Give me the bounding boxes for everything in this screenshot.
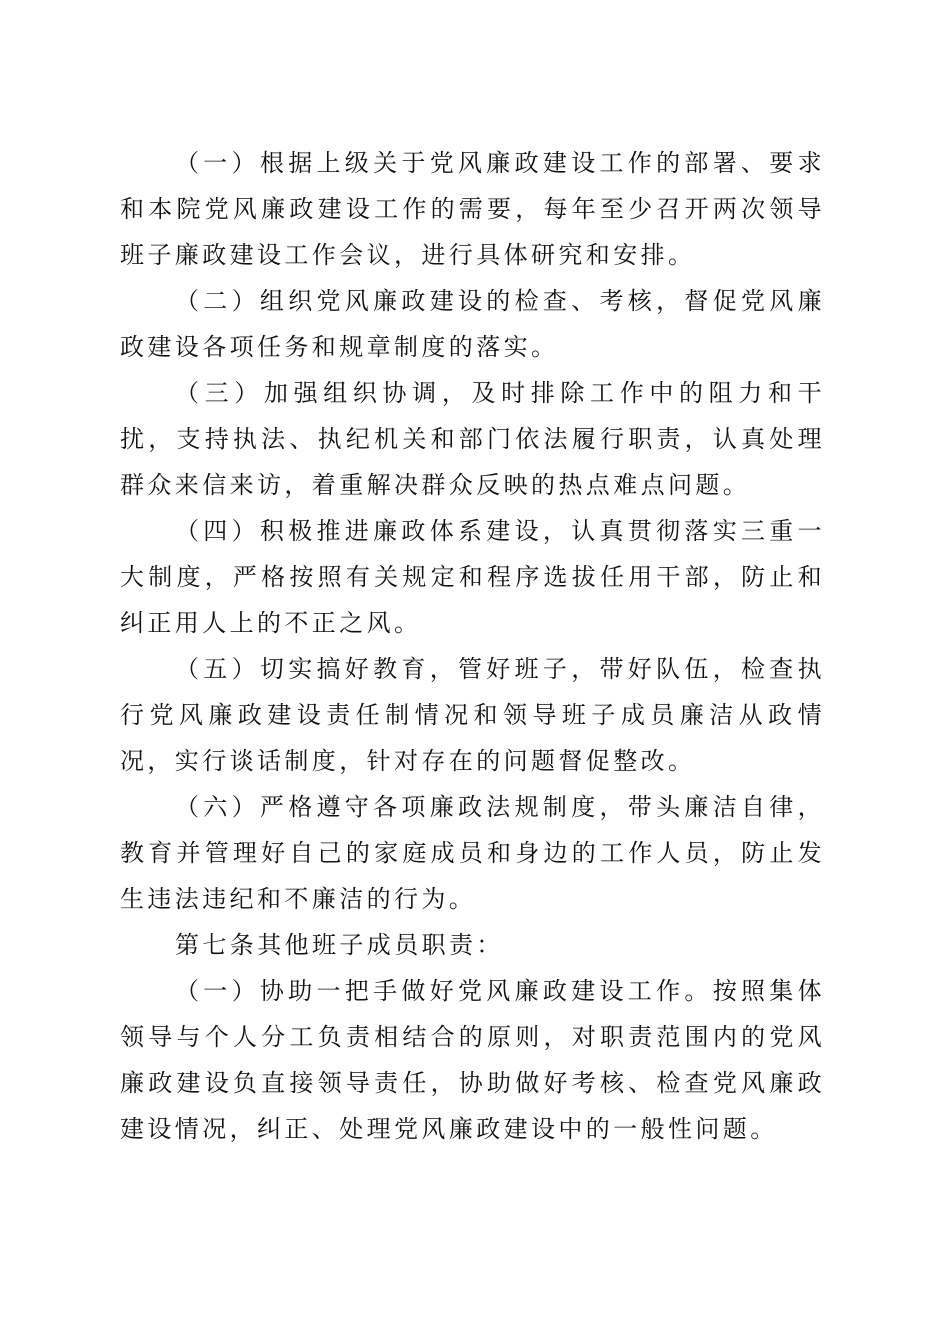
paragraph-item-2: （二）组织党风廉政建设的检查、考核，督促党风廉政建设各项任务和规章制度的落实。 — [120, 287, 825, 361]
paragraph-item-5: （五）切实搞好教育，管好班子，带好队伍，检查执行党风廉政建设责任制情况和领导班子成员廉洁从政情况，实行谈话制度，针对存在的问题督促整改。 — [120, 655, 825, 775]
paragraph-item-1: （一）根据上级关于党风廉政建设工作的部署、要求和本院党风廉政建设工作的需要，每年至少召开两次领导班子廉政建设工作会议，进行具体研究和安排。 — [120, 149, 825, 269]
article-seven-item-1: （一）协助一把手做好党风廉政建设工作。按照集体领导与个人分工负责相结合的原则，对职责范围内的党风廉政建设负直接领导责任，协助做好考核、检查党风廉政建设情况，纠正、处理党风廉政建设中的一般性问题。 — [120, 977, 825, 1143]
document-body — [120, 140, 825, 1152]
paragraph-item-3: （三）加强组织协调，及时排除工作中的阻力和干扰，支持执法、执纪机关和部门依法履行职责，认真处理群众来信来访，着重解决群众反映的热点难点问题。 — [120, 379, 825, 499]
paragraph-item-4: （四）积极推进廉政体系建设，认真贯彻落实三重一大制度，严格按照有关规定和程序选拔任用干部，防止和纠正用人上的不正之风。 — [120, 517, 825, 637]
paragraph-item-6: （六）严格遵守各项廉政法规制度，带头廉洁自律，教育并管理好自己的家庭成员和身边的工作人员，防止发生违法违纪和不廉洁的行为。 — [120, 793, 825, 913]
article-seven-heading: 第七条其他班子成员职责： — [175, 931, 504, 959]
